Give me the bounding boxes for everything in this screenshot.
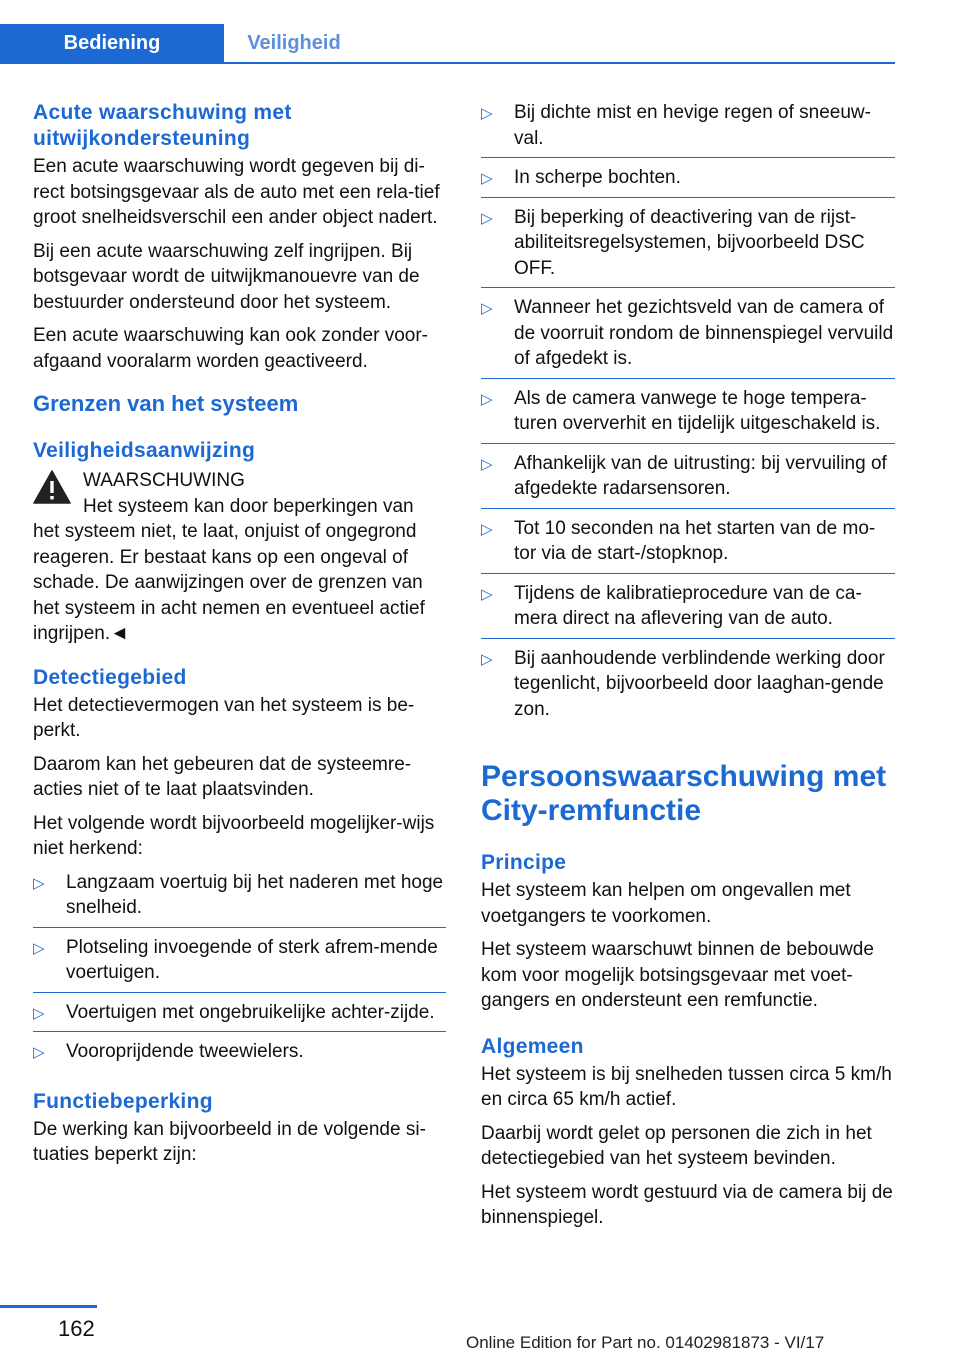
heading-principe: Principe (481, 851, 567, 874)
tab-bediening[interactable]: Bediening (0, 24, 224, 62)
page-number: 162 (58, 1316, 95, 1341)
list-item: ▷ Tot 10 seconden na het starten van de mo-tor via de start-/stopknop. (481, 516, 895, 574)
list-item: ▷ Vooroprijdende tweewielers. (33, 1039, 446, 1071)
bullet-icon: ▷ (481, 650, 493, 668)
heading-algemeen: Algemeen (481, 1034, 584, 1058)
paragraph: Bij een acute waarschuwing zelf ingrijpen. Bij botsgevaar wordt de uitwijkmanouevre van de bestuurder ondersteund door het systeem. (33, 240, 420, 313)
paragraph: Het systeem is bij snelheden tussen circa 5 km/h en circa 65 km/h actief. (481, 1063, 892, 1110)
right-column (481, 100, 895, 1239)
bullet-icon: ▷ (481, 170, 493, 187)
bullet-icon: ▷ (481, 105, 493, 122)
edition-footer: Online Edition for Part no. 01402981873 - VI/17 (466, 1333, 825, 1352)
list-item: ▷ Voertuigen met ongebruikelijke achter-zijde. (33, 1000, 446, 1033)
paragraph: Het systeem kan helpen om ongevallen met voetgangers te voorkomen. (481, 880, 851, 927)
paragraph: Daarom kan het gebeuren dat de systeemre-acties niet of te laat plaatsvinden. (33, 753, 412, 800)
warning-text: het systeem niet, te laat, onjuist of ongegrond reageren. Er bestaat kans op een ongeval of schade. De aanwijzingen over de grenzen van het systeem in acht nemen en eventueel actief ingrijpen.◄ (33, 521, 425, 644)
left-column (33, 100, 446, 1176)
detectie-list (33, 870, 446, 1071)
list-item: ▷ Plotseling invoegende of sterk afrem-mende voertuigen. (33, 935, 446, 993)
list-item: ▷ Langzaam voertuig bij het naderen met hoge snelheid. (33, 870, 446, 928)
list-item: ▷ Tijdens de kalibratieprocedure van de ca-mera direct na aflevering van de auto. (481, 581, 895, 639)
paragraph: Een acute waarschuwing wordt gegeven bij di-rect botsingsgevaar als de auto met een rela-tief groot snelheidsverschil een ander object nadert. (33, 156, 440, 228)
bullet-icon: ▷ (481, 455, 493, 473)
heading-grenzen: Grenzen van het systeem (33, 391, 299, 416)
bullet-icon: ▷ (481, 300, 493, 317)
bullet-icon: ▷ (481, 585, 493, 603)
bullet-icon: ▷ (33, 874, 45, 892)
warning-block (33, 468, 446, 647)
paragraph: Daarbij wordt gelet op personen die zich in het detectiegebied van het systeem bevinden. (481, 1122, 872, 1169)
warning-text-first: Het systeem kan door beperkingen van (83, 495, 414, 517)
bullet-icon: ▷ (481, 390, 493, 408)
heading-persoonswaarschuwing: Persoonswaarschuwing met City-remfunctie (481, 760, 887, 827)
warning-triangle-icon (33, 470, 71, 504)
chapter-tabs (0, 24, 895, 64)
heading-veiligheidsaanwijzing: Veiligheidsaanwijzing (33, 439, 256, 462)
paragraph: De werking kan bijvoorbeeld in de volgende si-tuaties beperkt zijn: (33, 1118, 426, 1165)
list-item: ▷ Bij aanhoudende verblindende werking door tegenlicht, bijvoorbeeld door laaghan-gende zon. (481, 647, 885, 720)
heading-detectiegebied: Detectiegebied (33, 665, 187, 689)
heading-acute-waarschuwing: Acute waarschuwing met uitwijkondersteuning (33, 101, 292, 150)
list-item: ▷ Bij beperking of deactivering van de rijst-abiliteitsregelsystemen, bijvoorbeeld DSC OFF. (481, 205, 895, 289)
warning-title: WAARSCHUWING (83, 470, 245, 491)
list-item: ▷ Als de camera vanwege te hoge tempera-turen oververhit en tijdelijk uitgeschakeld is. (481, 386, 895, 444)
footer-rule (0, 1305, 97, 1308)
paragraph: Het detectievermogen van het systeem is be-perkt. (33, 694, 415, 741)
bullet-icon: ▷ (481, 520, 493, 538)
bullet-icon: ▷ (33, 939, 45, 957)
paragraph: Het systeem wordt gestuurd via de camera bij de binnenspiegel. (481, 1181, 893, 1228)
paragraph: Het volgende wordt bijvoorbeeld mogelijker-wijs niet herkend: (33, 812, 435, 859)
paragraph: Het systeem waarschuwt binnen de bebouwde kom voor mogelijk botsingsgevaar met voet-gangers en ondersteunt een remfunctie. (481, 939, 874, 1011)
list-item: ▷ Bij dichte mist en hevige regen of sneeuw-val. (481, 100, 895, 158)
bullet-icon: ▷ (33, 1004, 45, 1022)
heading-functiebeperking: Functiebeperking (33, 1089, 213, 1113)
list-item: ▷ Wanneer het gezichtsveld van de camera of de voorruit rondom de binnenspiegel vervuild of afgedekt is. (481, 295, 895, 379)
bullet-icon: ▷ (481, 209, 493, 227)
list-item: ▷ Afhankelijk van de uitrusting: bij vervuiling of afgedekte radarsensoren. (481, 451, 895, 509)
tab-veiligheid[interactable]: Veiligheid (247, 32, 341, 54)
bullet-icon: ▷ (33, 1044, 45, 1061)
list-item: ▷ In scherpe bochten. (481, 165, 895, 198)
functie-list (481, 100, 895, 728)
paragraph: Een acute waarschuwing kan ook zonder voor-afgaand vooralarm worden geactiveerd. (33, 325, 429, 372)
